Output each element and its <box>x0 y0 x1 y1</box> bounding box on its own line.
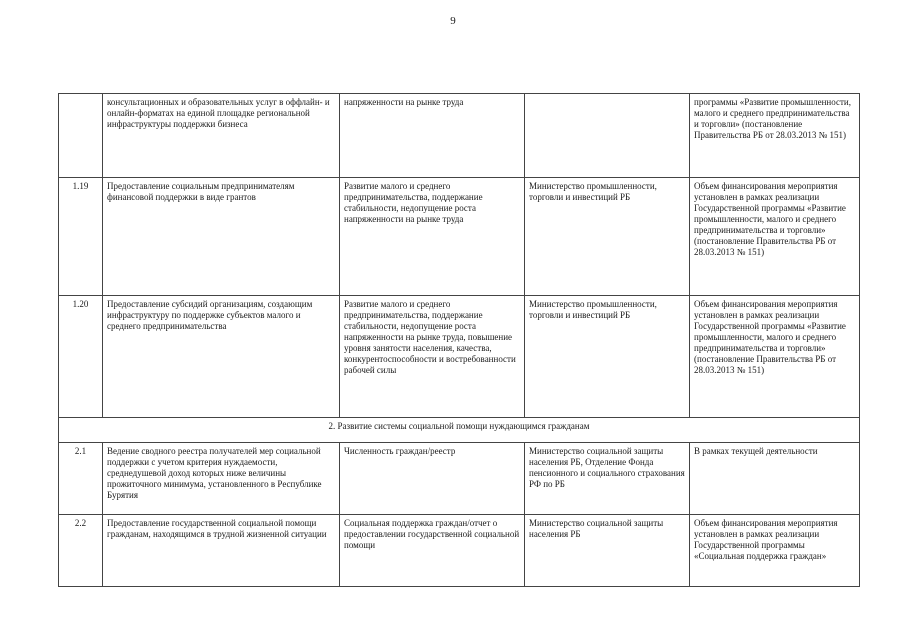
table-row <box>59 94 860 178</box>
result-cell: Развитие малого и среднего предпринимательства, поддержание стабильности, недопущение роста напряженности на рынке труда, повышение уровня занятости населения, качества, конкурентоспособности и востребованности рабочей силы <box>340 296 525 418</box>
funding-cell: В рамках текущей деятельности <box>690 443 860 515</box>
executor-cell <box>525 94 690 178</box>
executor-cell: Министерство социальной защиты населения РБ, Отделение Фонда пенсионного и социального страхования РФ по РБ <box>525 443 690 515</box>
table-row <box>59 443 860 515</box>
row-number: 1.20 <box>59 296 103 418</box>
measure-cell: Предоставление государственной социальной помощи гражданам, находящимся в трудной жизненной ситуации <box>103 515 340 587</box>
section-heading: 2. Развитие системы социальной помощи нуждающимся гражданам <box>59 418 860 443</box>
measure-cell: Предоставление субсидий организациям, создающим инфраструктуру по поддержке субъектов малого и среднего предпринимательства <box>103 296 340 418</box>
table-row <box>59 515 860 587</box>
funding-cell: Объем финансирования мероприятия установлен в рамках реализации Государственной программы «Развитие промышленности, малого и среднего предпринимательства и торговли» (постановление Правительства РБ от 28.03.2013 № 151) <box>690 296 860 418</box>
result-cell: Численность граждан/реестр <box>340 443 525 515</box>
row-number <box>59 94 103 178</box>
table-row <box>59 178 860 296</box>
executor-cell: Министерство промышленности, торговли и инвестиций РБ <box>525 296 690 418</box>
executor-cell: Министерство промышленности, торговли и инвестиций РБ <box>525 178 690 296</box>
measure-cell: Ведение сводного реестра получателей мер социальной поддержки с учетом критерия нуждаемости, среднедушевой доход которых ниже величины прожиточного минимума, установленного в Республике Бурятия <box>103 443 340 515</box>
table-row <box>59 296 860 418</box>
section-heading-row <box>59 418 860 443</box>
result-cell: Развитие малого и среднего предпринимательства, поддержание стабильности, недопущение роста напряженности на рынке труда <box>340 178 525 296</box>
measure-cell: Предоставление социальным предпринимателям финансовой поддержки в виде грантов <box>103 178 340 296</box>
executor-cell: Министерство социальной защиты населения РБ <box>525 515 690 587</box>
measures-table <box>58 93 860 587</box>
result-cell: Социальная поддержка граждан/отчет о предоставлении государственной социальной помощи <box>340 515 525 587</box>
row-number: 2.1 <box>59 443 103 515</box>
result-cell: напряженности на рынке труда <box>340 94 525 178</box>
page-number: 9 <box>450 15 456 27</box>
measure-cell: консультационных и образовательных услуг в оффлайн- и онлайн-форматах на единой площадке региональной инфраструктуры поддержки бизнеса <box>103 94 340 178</box>
row-number: 2.2 <box>59 515 103 587</box>
funding-cell: Объем финансирования мероприятия установлен в рамках реализации Государственной программы «Социальная поддержка граждан» <box>690 515 860 587</box>
row-number: 1.19 <box>59 178 103 296</box>
funding-cell: программы «Развитие промышленности, малого и среднего предпринимательства и торговли» (постановление Правительства РБ от 28.03.2013 № 151) <box>690 94 860 178</box>
funding-cell: Объем финансирования мероприятия установлен в рамках реализации Государственной программы «Развитие промышленности, малого и среднего предпринимательства и торговли» (постановление Правительства РБ от 28.03.2013 № 151) <box>690 178 860 296</box>
